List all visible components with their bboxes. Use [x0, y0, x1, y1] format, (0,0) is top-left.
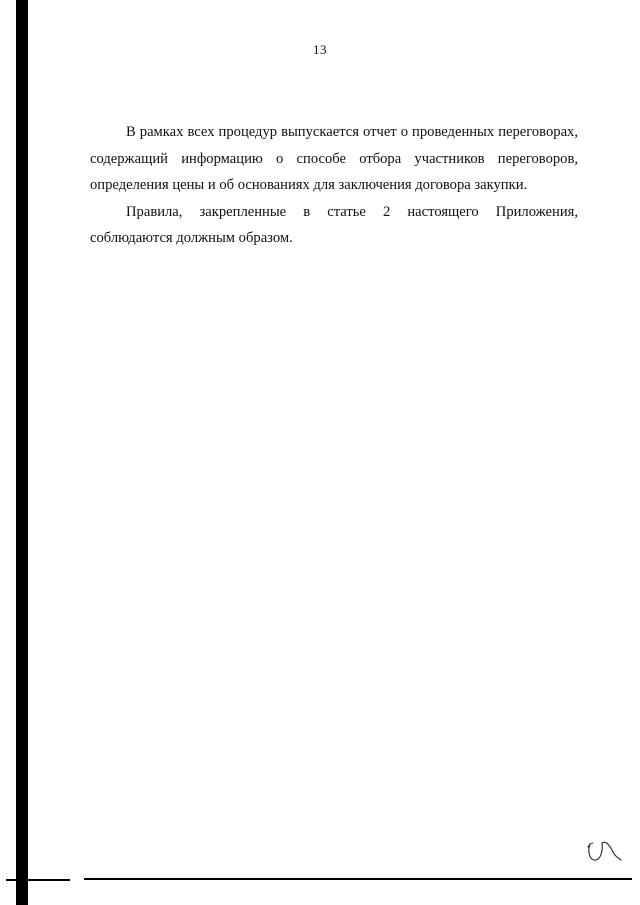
scan-left-edge [16, 0, 28, 905]
footer-rule-right [84, 878, 632, 880]
footer-rule-left [6, 879, 70, 881]
page-number: 13 [313, 42, 327, 57]
document-body [90, 119, 578, 252]
paragraph-rules: Правила, закрепленные в статье 2 настоящего Приложения, соблюдаются должным образом. [90, 203, 578, 246]
paragraph-report: В рамках всех процедур выпускается отчет о проведенных переговорах, содержащий информацию о способе отбора участников переговоров, определения цены и об основаниях для заключения договора закупки. [90, 124, 578, 193]
handwritten-initials-icon [584, 834, 624, 868]
